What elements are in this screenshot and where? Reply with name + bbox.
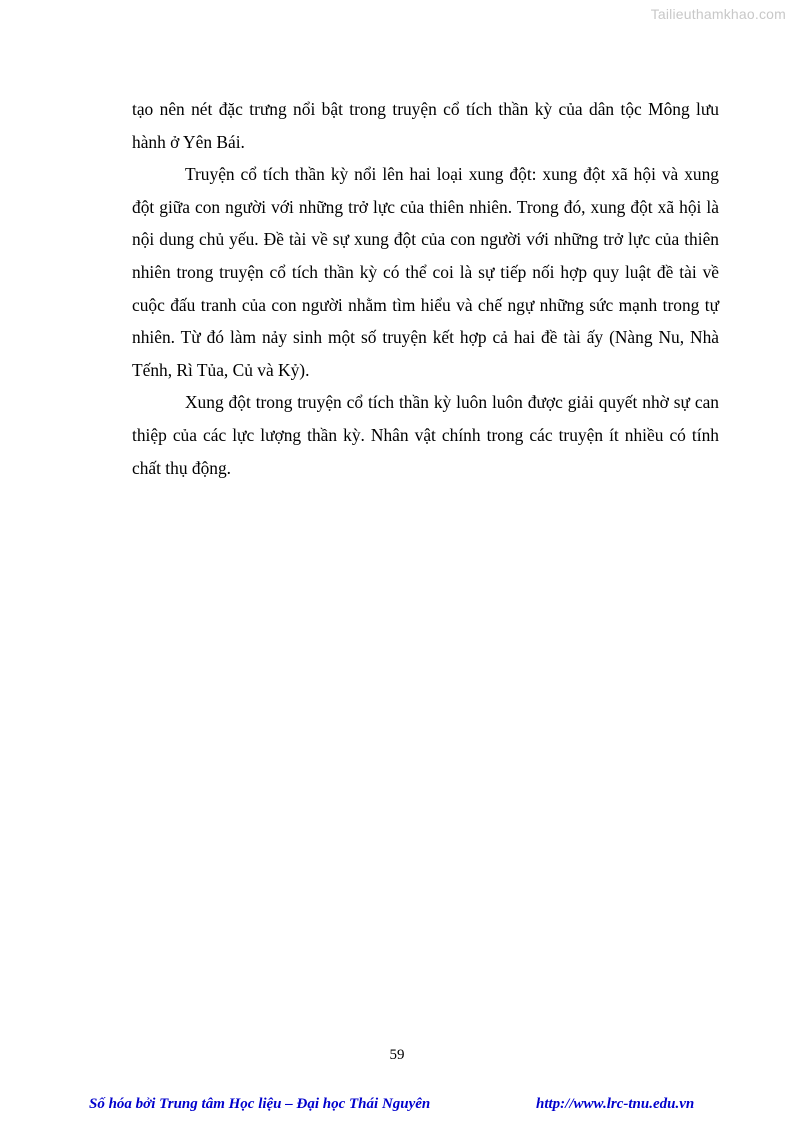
paragraph-continued: tạo nên nét đặc trưng nổi bật trong truyện cổ tích thần kỳ của dân tộc Mông lưu hành ở Yên Bái. xyxy=(132,99,719,152)
document-body xyxy=(132,93,719,484)
page-number: 59 xyxy=(389,1047,405,1063)
paragraph-resolution: Xung đột trong truyện cổ tích thần kỳ luôn luôn được giải quyết nhờ sự can thiệp của các lực lượng thần kỳ. Nhân vật chính trong các truyện ít nhiều có tính chất thụ động. xyxy=(132,392,719,478)
footer-url-link[interactable]: http://www.lrc-tnu.edu.vn xyxy=(536,1096,695,1112)
watermark: Tailieuthamkhao.com xyxy=(650,6,786,22)
paragraph-conflicts: Truyện cổ tích thần kỳ nổi lên hai loại xung đột: xung đột xã hội và xung đột giữa con người với những trở lực của thiên nhiên. Trong đó, xung đột xã hội là nội dung chủ yếu. Đề tài về sự xung đột của con người với những trở lực của thiên nhiên trong truyện cổ tích thần kỳ có thể coi là sự tiếp nối hợp quy luật đề tài về cuộc đấu tranh của con người nhằm tìm hiểu và chế ngự những sức mạnh trong tự nhiên. Từ đó làm nảy sinh một số truyện kết hợp cả hai đề tài ấy (Nàng Nu, Nhà Tếnh, Rì Tủa, Củ và Kỷ). xyxy=(132,164,719,380)
footer-digitized-by: Số hóa bởi Trung tâm Học liệu – Đại học Thái Nguyên xyxy=(89,1096,431,1112)
